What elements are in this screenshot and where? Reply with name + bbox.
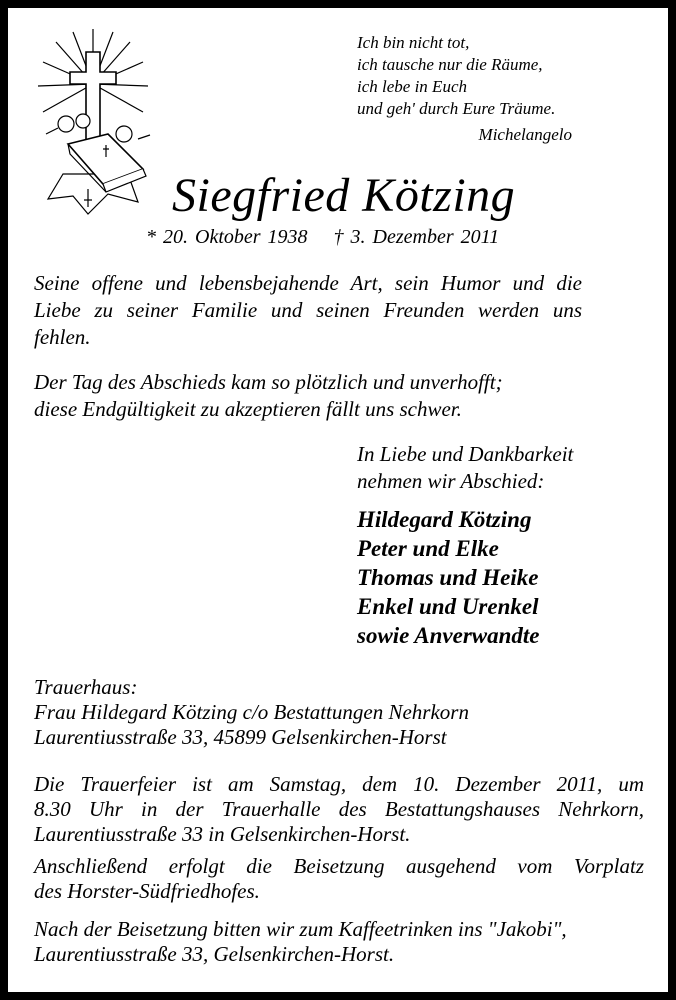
poem — [357, 32, 555, 120]
poem-line: ich tausche nur die Räume, — [357, 55, 543, 74]
text-line: nehmen wir Abschied: — [357, 469, 545, 493]
coffee-info — [34, 917, 644, 967]
text-line: Liebe zu seiner Familie und seinen Freunden werden uns — [34, 298, 582, 322]
mourner: Thomas und Heike — [357, 565, 539, 590]
text-line: des Horster-Südfriedhofes. — [34, 879, 260, 903]
tribute-paragraph — [34, 270, 582, 351]
text-line: Nach der Beisetzung bitten wir zum Kaffeetrinken ins "Jakobi", — [34, 917, 567, 941]
poem-line: ich lebe in Euch — [357, 77, 467, 96]
poem-line: Ich bin nicht tot, — [357, 33, 470, 52]
text-line: Der Tag des Abschieds kam so plötzlich und unverhofft; — [34, 370, 503, 394]
poem-author: Michelangelo — [478, 125, 572, 144]
birth-date: * 20. Oktober 1938 — [146, 226, 308, 248]
text-line: Die Trauerfeier ist am Samstag, dem 10. Dezember 2011, um — [34, 772, 644, 796]
poem-line: und geh' durch Eure Träume. — [357, 99, 556, 118]
ceremony-info — [34, 772, 644, 847]
cross-bible-roses-illustration — [28, 24, 158, 219]
text-line: Laurentiusstraße 33, 45899 Gelsenkirchen-Horst — [34, 725, 447, 749]
trauerhaus-address — [34, 675, 469, 750]
obituary-notice — [8, 8, 668, 992]
mourner: sowie Anverwandte — [357, 623, 540, 648]
text-line: Seine offene und lebensbejahende Art, sein Humor und die — [34, 271, 582, 295]
burial-info — [34, 854, 644, 904]
farewell-paragraph — [34, 369, 503, 423]
text-line: Laurentiusstraße 33, Gelsenkirchen-Horst. — [34, 942, 395, 966]
text-line: Anschließend erfolgt die Beisetzung ausgehend vom Vorplatz — [34, 854, 644, 878]
text-line: Trauerhaus: — [34, 675, 138, 699]
deceased-name: Siegfried Kötzing — [172, 169, 516, 222]
death-date: † 3. Dezember 2011 — [333, 226, 500, 248]
mourner: Enkel und Urenkel — [357, 594, 539, 619]
text-line: fehlen. — [34, 325, 91, 349]
text-line: Laurentiusstraße 33 in Gelsenkirchen-Horst. — [34, 822, 411, 846]
farewell-phrase — [357, 441, 573, 495]
life-dates — [146, 226, 499, 249]
text-line: 8.30 Uhr in der Trauerhalle des Bestattungshauses Nehrkorn, — [34, 797, 644, 821]
mourner: Hildegard Kötzing — [357, 507, 532, 532]
text-line: In Liebe und Dankbarkeit — [357, 442, 574, 466]
mourners-list — [357, 505, 540, 650]
text-line: Frau Hildegard Kötzing c/o Bestattungen Nehrkorn — [34, 700, 469, 724]
text-line: diese Endgültigkeit zu akzeptieren fällt uns schwer. — [34, 397, 462, 421]
mourner: Peter und Elke — [357, 536, 499, 561]
